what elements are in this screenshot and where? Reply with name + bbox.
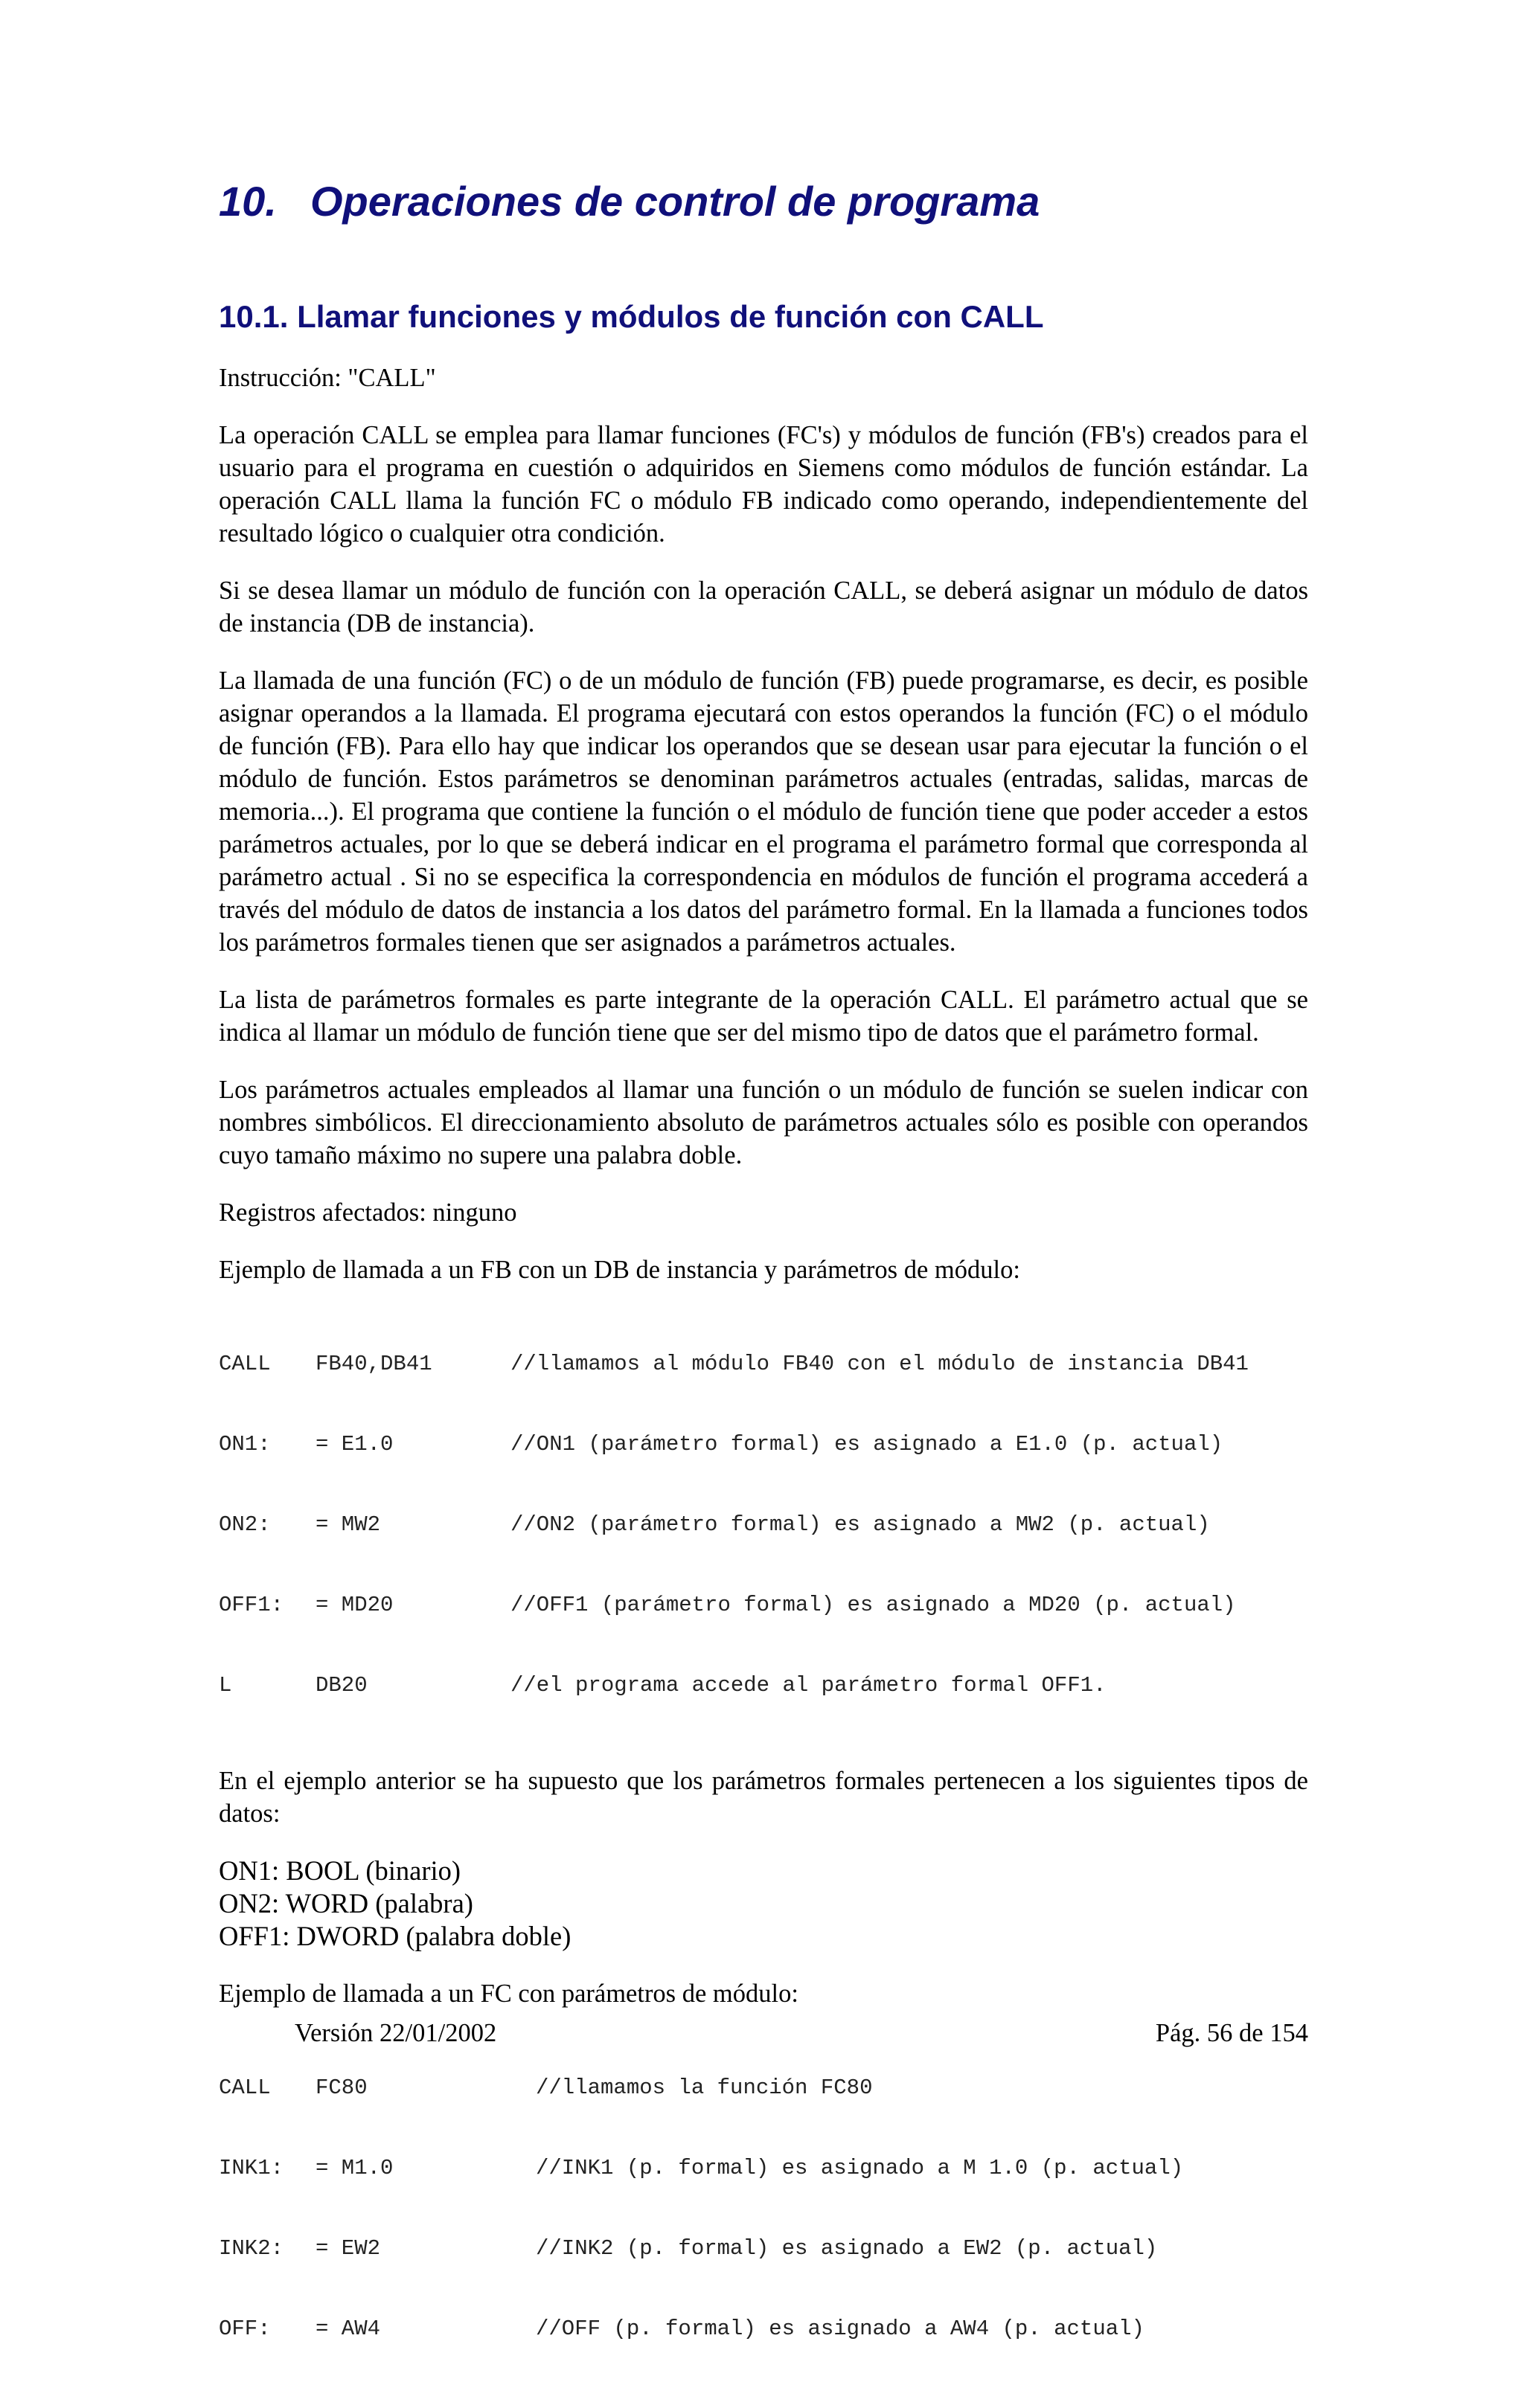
paragraph-call-description: La operación CALL se emplea para llamar funciones (FC's) y módulos de función (FB's) creados para el usuario para el programa en cuestión o adquiridos en Siemens como módulos de función estándar. La operación CALL llama la función FC o módulo FB indicado como operando, independientemente del resultado lógico o cualquier otra condición.: [219, 421, 1308, 548]
code-line: ON2: = MW2 //ON2 (parámetro formal) es asignado a MW2 (p. actual): [219, 1512, 1210, 1537]
code-line: L DB20 //el programa accede al parámetro formal OFF1.: [219, 1673, 1107, 1698]
code-block-fc-example: [219, 2021, 1308, 2396]
code-line: INK2: = EW2 //INK2 (p. formal) es asignado a EW2 (p. actual): [219, 2236, 1158, 2261]
registers-affected: Registros afectados: ninguno: [219, 1198, 517, 1227]
code-line: ON1: = E1.0 //ON1 (parámetro formal) es asignado a E1.0 (p. actual): [219, 1432, 1223, 1457]
data-type-item: OFF1: DWORD (palabra doble): [219, 1921, 572, 1951]
example1-intro: Ejemplo de llamada a un FB con un DB de instancia y parámetros de módulo:: [219, 1256, 1020, 1284]
document-body: [219, 362, 1308, 2408]
section-title: 10.1. Llamar funciones y módulos de función con CALL: [219, 299, 1044, 334]
code-block-fb-example: [219, 1297, 1308, 1753]
chapter-number: 10.: [219, 178, 277, 225]
footer-version: Versión 22/01/2002: [295, 2019, 497, 2047]
paragraph-formal-list: La lista de parámetros formales es parte integrante de la operación CALL. El parámetro actual que se indica al llamar un módulo de función tiene que ser del mismo tipo de datos que el parámetro formal.: [219, 986, 1308, 1047]
chapter-title: [219, 177, 1040, 225]
example2-intro: Ejemplo de llamada a un FC con parámetros de módulo:: [219, 1980, 798, 2008]
paragraph-parameters: La llamada de una función (FC) o de un módulo de función (FB) puede programarse, es decir, es posible asignar operandos a la llamada. El programa ejecutará con estos operandos la función (FC) o el módulo de función (FB). Para ello hay que indicar los operandos que se desean usar para ejecutar la función o el módulo de función. Estos parámetros se denominan parámetros actuales (entradas, salidas, marcas de memoria...). El programa que contiene la función o el módulo de función tiene que poder acceder a estos parámetros actuales, por lo que se deberá indicar en el programa el parámetro formal que corresponda al parámetro actual . Si no se especifica la correspondencia en módulos de función el programa accederá a través del módulo de datos de instancia a los datos del parámetro formal. En la llamada a funciones todos los parámetros formales tienen que ser asignados a parámetros actuales.: [219, 667, 1308, 957]
code-line: OFF1: = MD20 //OFF1 (parámetro formal) es asignado a MD20 (p. actual): [219, 1593, 1236, 1617]
code-line: OFF: = AW4 //OFF (p. formal) es asignado a AW4 (p. actual): [219, 2317, 1144, 2341]
footer-page-number: Pág. 56 de 154: [1155, 2019, 1308, 2047]
data-type-item: ON2: WORD (palabra): [219, 1888, 473, 1919]
paragraph-instance-db: Si se desea llamar un módulo de función con la operación CALL, se deberá asignar un módulo de datos de instancia (DB de instancia).: [219, 577, 1308, 638]
instruction-line: Instrucción: "CALL": [219, 364, 436, 392]
chapter-title-text: Operaciones de control de programa: [310, 178, 1040, 225]
code-line: INK1: = M1.0 //INK1 (p. formal) es asignado a M 1.0 (p. actual): [219, 2156, 1184, 2180]
paragraph-symbolic-names: Los parámetros actuales empleados al llamar una función o un módulo de función se suelen indicar con nombres simbólicos. El direccionamiento absoluto de parámetros actuales sólo es posible con operandos cuyo tamaño máximo no supere una palabra doble.: [219, 1076, 1308, 1169]
code-line: CALL FB40,DB41 //llamamos al módulo FB40 con el módulo de instancia DB41: [219, 1352, 1249, 1376]
data-type-item: ON1: BOOL (binario): [219, 1855, 461, 1886]
data-types-list: [219, 1855, 1308, 1953]
paragraph-data-types: En el ejemplo anterior se ha supuesto que los parámetros formales pertenecen a los siguientes tipos de datos:: [219, 1767, 1308, 1828]
code-line: CALL FC80 //llamamos la función FC80: [219, 2075, 873, 2100]
